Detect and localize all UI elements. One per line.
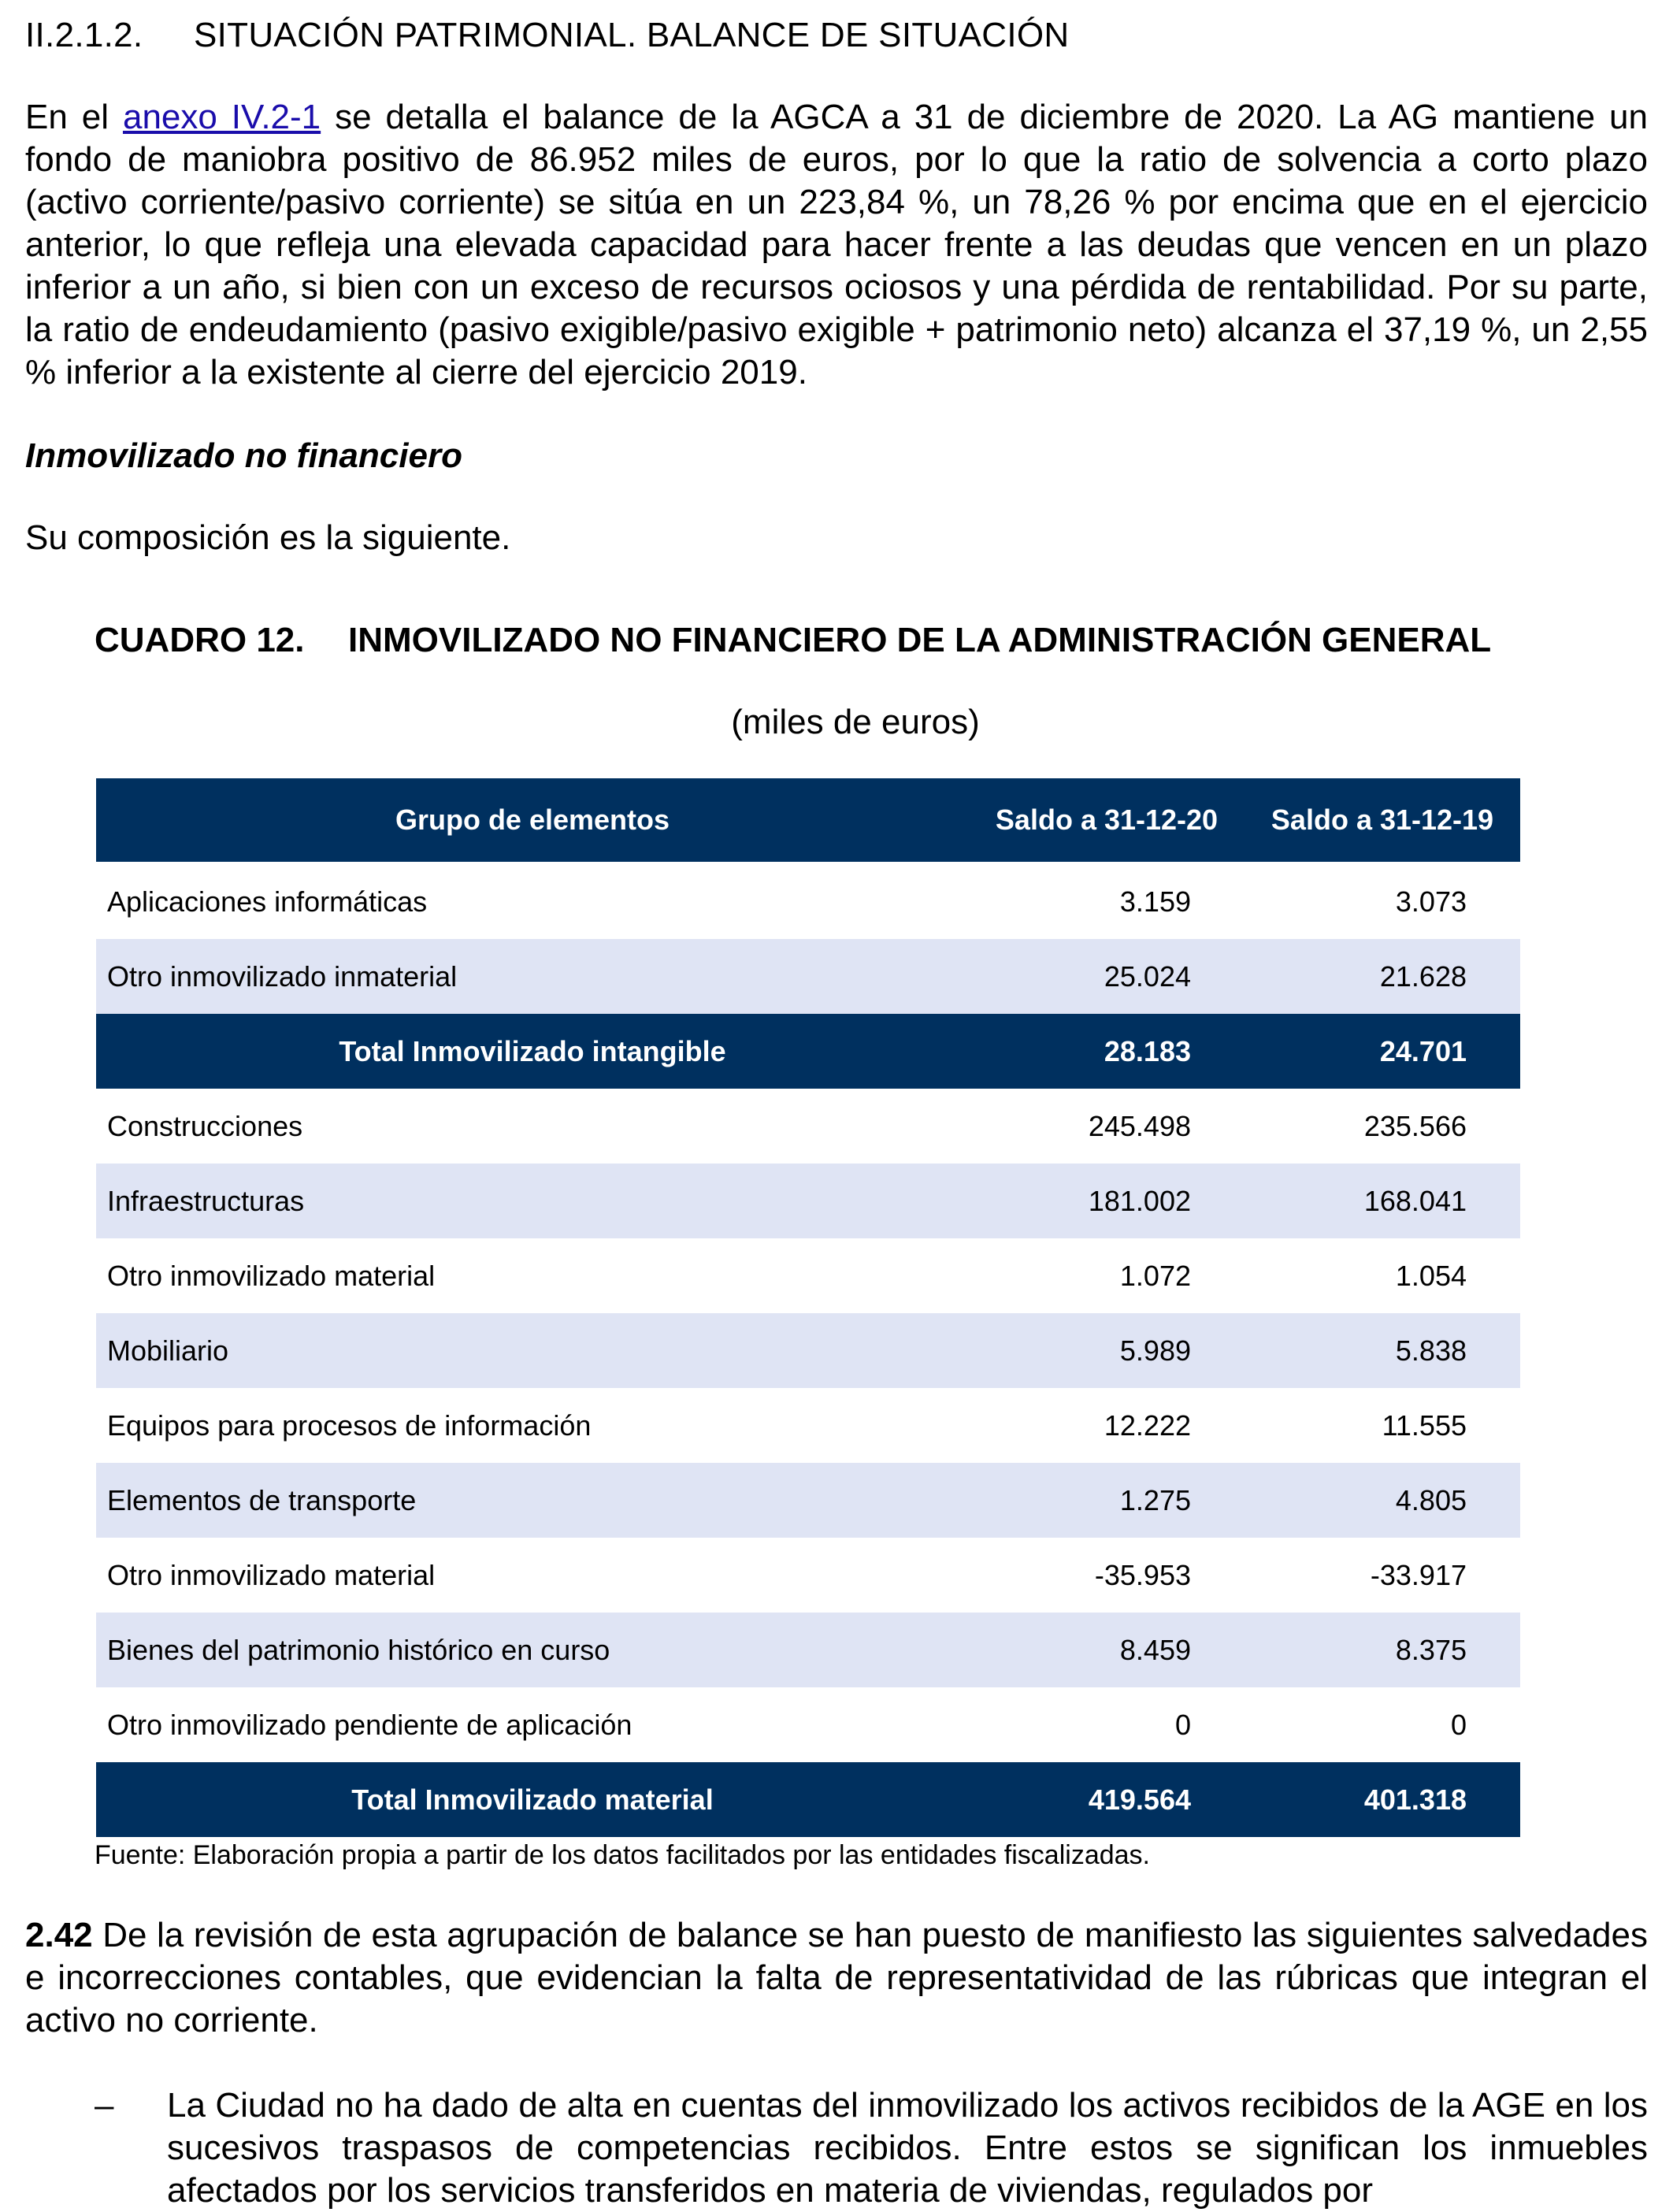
header-group: Grupo de elementos: [96, 778, 969, 863]
table-row: [96, 1238, 1520, 1313]
paragraph-number: 2.42: [25, 1916, 93, 1954]
row-value-2020: 1.275: [969, 1463, 1245, 1538]
section-number: II.2.1.2.: [25, 16, 143, 54]
total-row-intangible: [96, 1014, 1520, 1089]
row-label: Infraestructuras: [96, 1164, 969, 1238]
row-value-2020: 0: [969, 1687, 1245, 1762]
total-value-2020: 419.564: [969, 1762, 1245, 1837]
row-value-2019: 168.041: [1245, 1164, 1520, 1238]
total-label: Total Inmovilizado material: [96, 1762, 969, 1837]
row-label: Bienes del patrimonio histórico en curso: [96, 1613, 969, 1687]
table-row: [96, 863, 1520, 940]
source-note: Fuente: Elaboración propia a partir de los datos facilitados por las entidades fiscalizadas.: [95, 1840, 1150, 1870]
row-label: Otro inmovilizado inmaterial: [96, 939, 969, 1014]
table-row: [96, 1388, 1520, 1463]
paragraph-text: De la revisión de esta agrupación de balance se han puesto de manifiesto las siguientes salvedades e incorrecciones contables, que evidencian la falta de representatividad de las rúbricas que integran el activo no corriente.: [25, 1916, 1648, 2039]
row-value-2020: 3.159: [969, 863, 1245, 940]
table-caption-number: CUADRO 12.: [95, 621, 305, 659]
row-label: Construcciones: [96, 1089, 969, 1164]
paragraph-2-42: [25, 1914, 1648, 2042]
row-value-2020: 12.222: [969, 1388, 1245, 1463]
total-row-material: [96, 1762, 1520, 1837]
row-value-2020: 8.459: [969, 1613, 1245, 1687]
intro-text-start: En el: [25, 98, 123, 136]
row-value-2019: 0: [1245, 1687, 1520, 1762]
row-value-2019: 5.838: [1245, 1313, 1520, 1388]
row-label: Otro inmovilizado material: [96, 1238, 969, 1313]
row-value-2019: -33.917: [1245, 1538, 1520, 1613]
table-row: [96, 1463, 1520, 1538]
row-value-2019: 11.555: [1245, 1388, 1520, 1463]
row-value-2019: 21.628: [1245, 939, 1520, 1014]
total-label: Total Inmovilizado intangible: [96, 1014, 969, 1089]
row-value-2020: 25.024: [969, 939, 1245, 1014]
row-label: Otro inmovilizado pendiente de aplicación: [96, 1687, 969, 1762]
section-title: SITUACIÓN PATRIMONIAL. BALANCE DE SITUACIÓN: [194, 16, 1070, 54]
table-header-row: [96, 778, 1520, 863]
row-value-2020: -35.953: [969, 1538, 1245, 1613]
table-caption-title: INMOVILIZADO NO FINANCIERO DE LA ADMINISTRACIÓN GENERAL: [348, 621, 1492, 659]
row-value-2020: 5.989: [969, 1313, 1245, 1388]
row-label: Mobiliario: [96, 1313, 969, 1388]
table-row: [96, 1538, 1520, 1613]
header-2020: Saldo a 31-12-20: [969, 778, 1245, 863]
row-value-2020: 245.498: [969, 1089, 1245, 1164]
annex-link[interactable]: anexo IV.2-1: [122, 98, 321, 136]
table-caption: [95, 619, 1491, 662]
composition-text: Su composición es la siguiente.: [25, 518, 511, 557]
total-value-2020: 28.183: [969, 1014, 1245, 1089]
table-row: [96, 1613, 1520, 1687]
table-units: (miles de euros): [731, 703, 980, 741]
total-value-2019: 401.318: [1245, 1762, 1520, 1837]
fixed-assets-table: [96, 778, 1520, 1837]
table-row: [96, 1164, 1520, 1238]
bullet-dash: –: [95, 2086, 114, 2125]
row-value-2019: 235.566: [1245, 1089, 1520, 1164]
section-heading: [25, 14, 1069, 57]
row-value-2019: 3.073: [1245, 863, 1520, 940]
row-value-2019: 4.805: [1245, 1463, 1520, 1538]
table-row: [96, 1687, 1520, 1762]
row-label: Elementos de transporte: [96, 1463, 969, 1538]
row-value-2019: 8.375: [1245, 1613, 1520, 1687]
header-2019: Saldo a 31-12-19: [1245, 778, 1520, 863]
table-row: [96, 1089, 1520, 1164]
table-row: [96, 939, 1520, 1014]
subheading: Inmovilizado no financiero: [25, 436, 462, 475]
bullet-text: La Ciudad no ha dado de alta en cuentas del inmovilizado los activos recibidos de la AGE en los sucesivos traspasos de competencias recibidos. Entre estos se significan los inmuebles afectados por los servicios transferidos en materia de viviendas, regulados por: [167, 2086, 1648, 2210]
row-label: Equipos para procesos de información: [96, 1388, 969, 1463]
total-value-2019: 24.701: [1245, 1014, 1520, 1089]
row-value-2020: 1.072: [969, 1238, 1245, 1313]
row-value-2020: 181.002: [969, 1164, 1245, 1238]
table-row: [96, 1313, 1520, 1388]
row-label: Otro inmovilizado material: [96, 1538, 969, 1613]
intro-text-rest: se detalla el balance de la AGCA a 31 de diciembre de 2020. La AG mantiene un fondo de maniobra positivo de 86.952 miles de euros, por lo que la ratio de solvencia a corto plazo (activo corriente/pasivo corriente) se sitúa en un 223,84 %, un 78,26 % por encima que en el ejercicio anterior, lo que refleja una elevada capacidad para hacer frente a las deudas que vencen en un plazo inferior a un año, si bien con un exceso de recursos ociosos y una pérdida de rentabilidad. Por su parte, la ratio de endeudamiento (pasivo exigible/pasivo exigible + patrimonio neto) alcanza el 37,19 %, un 2,55 % inferior a la existente al cierre del ejercicio 2019.: [25, 98, 1648, 392]
intro-paragraph: [25, 96, 1648, 394]
row-label: Aplicaciones informáticas: [96, 863, 969, 940]
row-value-2019: 1.054: [1245, 1238, 1520, 1313]
